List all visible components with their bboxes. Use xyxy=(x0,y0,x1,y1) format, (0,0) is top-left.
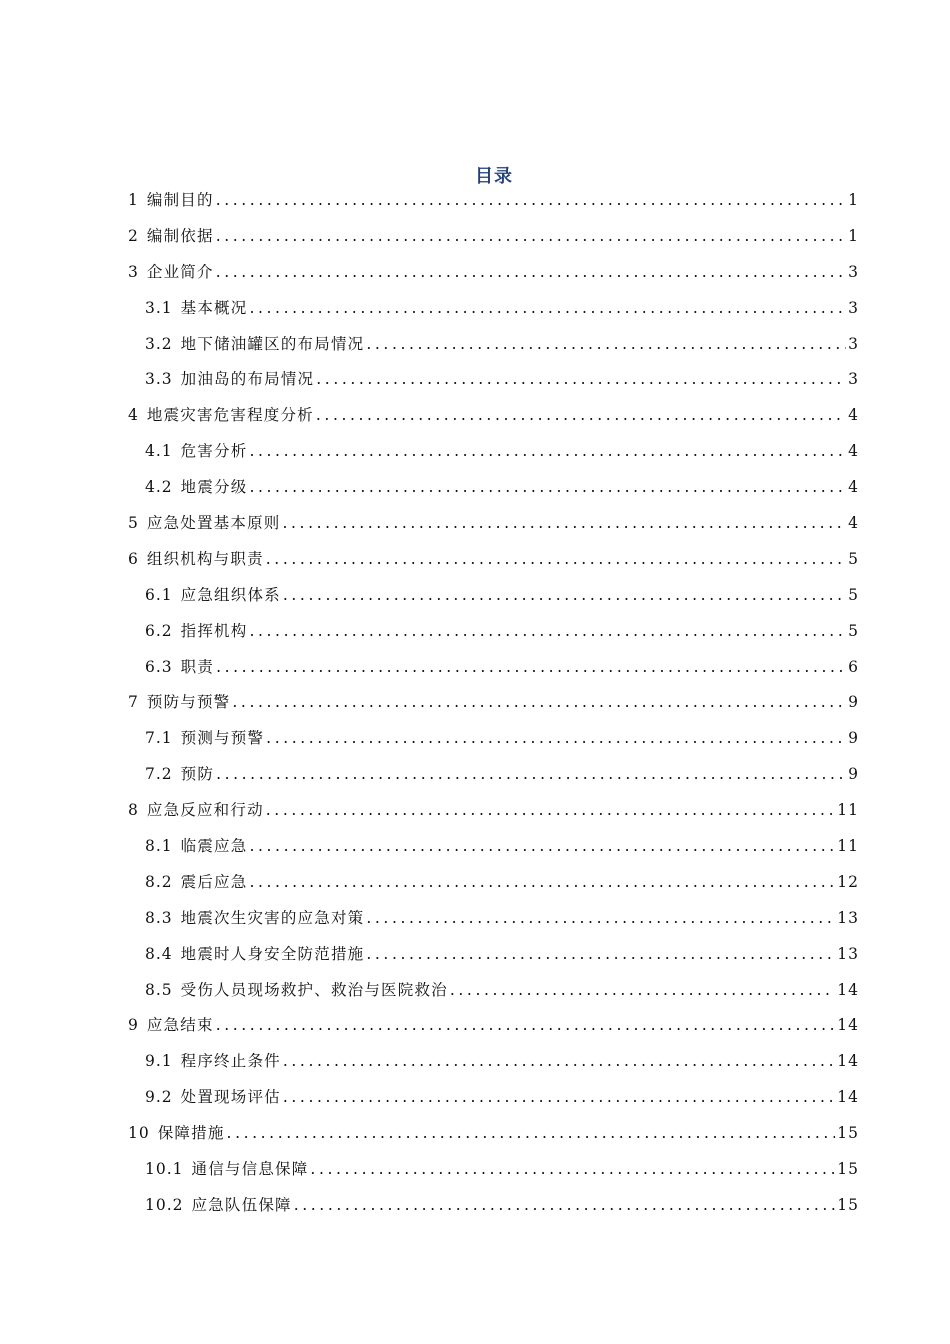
toc-entry-text: 地震次生灾害的应急对策 xyxy=(180,908,365,927)
toc-entry-page: 5 xyxy=(848,585,859,604)
toc-entry[interactable] xyxy=(128,655,859,691)
toc-dot-leader xyxy=(310,1160,835,1178)
toc-entry-text: 应急结束 xyxy=(146,1016,214,1035)
toc-entry-text: 保障措施 xyxy=(157,1124,225,1143)
toc-entry-number: 8 xyxy=(128,801,139,820)
toc-entry[interactable] xyxy=(128,1193,859,1229)
toc-entry-text: 应急队伍保障 xyxy=(191,1195,292,1214)
toc-dot-leader xyxy=(266,729,846,747)
toc-title: 目录 xyxy=(475,166,513,187)
toc-entry-page: 14 xyxy=(837,1016,859,1035)
toc-entry-text: 危害分析 xyxy=(180,442,248,461)
toc-entry-number: 8.3 xyxy=(145,908,173,927)
toc-entry-text: 受伤人员现场救护、救治与医院救治 xyxy=(180,980,448,999)
toc-dot-leader xyxy=(216,1016,836,1034)
toc-entry-text: 地震时人身安全防范措施 xyxy=(180,944,365,963)
toc-entry[interactable] xyxy=(128,619,859,655)
toc-entry[interactable] xyxy=(128,1121,859,1157)
toc-entry[interactable] xyxy=(128,296,859,332)
toc-entry[interactable] xyxy=(128,547,859,583)
toc-entry-number: 4 xyxy=(128,406,139,425)
toc-entry-text: 通信与信息保障 xyxy=(191,1160,309,1179)
toc-entry-number: 4.1 xyxy=(145,442,173,461)
toc-entry-page: 1 xyxy=(848,226,859,245)
toc-dot-leader xyxy=(249,873,835,891)
toc-entry-number: 3 xyxy=(128,262,139,281)
toc-entry[interactable] xyxy=(128,367,859,403)
toc-entry-text: 应急反应和行动 xyxy=(146,801,264,820)
toc-entry[interactable] xyxy=(128,332,859,368)
toc-entry-page: 5 xyxy=(848,621,859,640)
toc-dot-leader xyxy=(216,658,846,676)
toc-entry[interactable] xyxy=(128,583,859,619)
toc-entry-text: 编制目的 xyxy=(146,191,214,209)
toc-entry[interactable] xyxy=(128,798,859,834)
toc-entry[interactable] xyxy=(128,834,859,870)
toc-entry-number: 5 xyxy=(128,514,139,533)
toc-entry-page: 4 xyxy=(848,478,859,497)
toc-entry-page: 3 xyxy=(848,262,859,281)
toc-entry-text: 处置现场评估 xyxy=(180,1088,281,1107)
toc-entry-text: 地震灾害危害程度分析 xyxy=(146,406,314,425)
toc-dot-leader xyxy=(283,1088,835,1106)
toc-dot-leader xyxy=(266,801,835,819)
toc-entry-number: 3.1 xyxy=(145,298,173,317)
toc-entry-number: 8.5 xyxy=(145,980,173,999)
toc-entry-number: 8.4 xyxy=(145,944,173,963)
toc-dot-leader xyxy=(282,514,846,532)
toc-entry-page: 15 xyxy=(837,1195,859,1214)
toc-entry-page: 4 xyxy=(848,406,859,425)
toc-dot-leader xyxy=(366,909,835,927)
toc-entry-number: 1 xyxy=(128,191,139,209)
toc-entry-number: 3.3 xyxy=(145,370,173,389)
toc-entry[interactable] xyxy=(128,942,859,978)
toc-entry-page: 9 xyxy=(848,729,859,748)
toc-dot-leader xyxy=(283,1052,835,1070)
toc-entry-page: 15 xyxy=(837,1160,859,1179)
toc-entry-text: 临震应急 xyxy=(180,837,248,856)
toc-entry-number: 10 xyxy=(128,1124,150,1143)
toc-entry-text: 地下储油罐区的布局情况 xyxy=(180,334,365,353)
toc-entry-number: 10.2 xyxy=(145,1195,184,1214)
toc-dot-leader xyxy=(249,442,846,460)
toc-entry[interactable] xyxy=(128,978,859,1014)
toc-entry[interactable] xyxy=(128,726,859,762)
toc-entry-text: 预测与预警 xyxy=(180,729,265,748)
toc-dot-leader xyxy=(227,1124,836,1142)
toc-entry[interactable] xyxy=(128,906,859,942)
toc-entry-number: 7 xyxy=(128,693,139,712)
toc-entry[interactable] xyxy=(128,762,859,798)
toc-entry[interactable] xyxy=(128,870,859,906)
toc-entry-page: 14 xyxy=(837,980,859,999)
toc-entry[interactable] xyxy=(128,475,859,511)
toc-entry-page: 15 xyxy=(837,1124,859,1143)
toc-dot-leader xyxy=(249,837,835,855)
toc-dot-leader xyxy=(249,622,846,640)
toc-dot-leader xyxy=(450,981,835,999)
toc-entry-page: 6 xyxy=(848,657,859,676)
toc-entry-text: 应急组织体系 xyxy=(180,585,281,604)
toc-entry-page: 13 xyxy=(837,944,859,963)
toc-entry-page: 4 xyxy=(848,514,859,533)
toc-entry-text: 地震分级 xyxy=(180,478,248,497)
toc-entry-page: 14 xyxy=(837,1088,859,1107)
toc-entry-text: 基本概况 xyxy=(180,298,248,317)
toc-entry-number: 9.1 xyxy=(145,1052,173,1071)
toc-entry-page: 5 xyxy=(848,549,859,568)
toc-entry[interactable] xyxy=(128,403,859,439)
toc-entry[interactable] xyxy=(128,188,859,224)
toc-entry-number: 9.2 xyxy=(145,1088,173,1107)
toc-entry-page: 3 xyxy=(848,334,859,353)
toc-dot-leader xyxy=(294,1196,836,1214)
toc-dot-leader xyxy=(316,406,846,424)
toc-dot-leader xyxy=(249,299,846,317)
toc-entry-page: 4 xyxy=(848,442,859,461)
toc-entry-page: 9 xyxy=(848,765,859,784)
toc-entry-text: 加油岛的布局情况 xyxy=(180,370,315,389)
toc-entry-number: 9 xyxy=(128,1016,139,1035)
toc-dot-leader xyxy=(266,550,846,568)
toc-entry-number: 7.2 xyxy=(145,765,173,784)
toc-dot-leader xyxy=(316,370,846,388)
toc-entry-text: 预防 xyxy=(180,765,215,784)
toc-entry-text: 组织机构与职责 xyxy=(146,549,264,568)
toc-entry[interactable] xyxy=(128,1049,859,1085)
toc-entry-page: 11 xyxy=(837,801,859,820)
toc-entry[interactable] xyxy=(128,511,859,547)
toc-entry-number: 8.2 xyxy=(145,872,173,891)
toc-dot-leader xyxy=(216,263,846,281)
toc-list xyxy=(128,188,859,1229)
toc-entry-page: 13 xyxy=(837,908,859,927)
toc-entry-page: 3 xyxy=(848,298,859,317)
toc-entry[interactable] xyxy=(128,1013,859,1049)
toc-entry-number: 3.2 xyxy=(145,334,173,353)
toc-dot-leader xyxy=(366,945,835,963)
toc-entry-number: 4.2 xyxy=(145,478,173,497)
toc-entry-text: 预防与预警 xyxy=(146,693,231,712)
toc-entry-page: 14 xyxy=(837,1052,859,1071)
toc-entry-number: 6.2 xyxy=(145,621,173,640)
toc-entry-text: 职责 xyxy=(180,657,215,676)
toc-entry-number: 10.1 xyxy=(145,1160,184,1179)
toc-entry[interactable] xyxy=(128,439,859,475)
toc-dot-leader xyxy=(216,191,846,209)
toc-entry-number: 6 xyxy=(128,549,139,568)
toc-entry-page: 3 xyxy=(848,370,859,389)
toc-dot-leader xyxy=(232,693,846,711)
toc-entry[interactable] xyxy=(128,260,859,296)
toc-entry-text: 指挥机构 xyxy=(180,621,248,640)
toc-entry-text: 程序终止条件 xyxy=(180,1052,281,1071)
toc-entry-page: 1 xyxy=(848,191,859,209)
toc-dot-leader xyxy=(249,478,846,496)
toc-entry[interactable] xyxy=(128,224,859,260)
toc-dot-leader xyxy=(216,227,846,245)
toc-entry-text: 应急处置基本原则 xyxy=(146,514,281,533)
toc-entry-page: 11 xyxy=(837,837,859,856)
toc-dot-leader xyxy=(366,335,846,353)
toc-entry-page: 9 xyxy=(848,693,859,712)
toc-entry-number: 8.1 xyxy=(145,837,173,856)
toc-dot-leader xyxy=(283,586,846,604)
toc-entry-text: 编制依据 xyxy=(146,226,214,245)
toc-entry[interactable] xyxy=(128,1085,859,1121)
toc-entry-text: 企业简介 xyxy=(146,262,214,281)
toc-entry-page: 12 xyxy=(837,872,859,891)
toc-entry-number: 2 xyxy=(128,226,139,245)
toc-entry-text: 震后应急 xyxy=(180,872,248,891)
toc-entry-number: 6.3 xyxy=(145,657,173,676)
toc-entry-number: 7.1 xyxy=(145,729,173,748)
toc-entry[interactable] xyxy=(128,1157,859,1193)
toc-entry-number: 6.1 xyxy=(145,585,173,604)
toc-entry[interactable] xyxy=(128,690,859,726)
toc-dot-leader xyxy=(216,765,846,783)
